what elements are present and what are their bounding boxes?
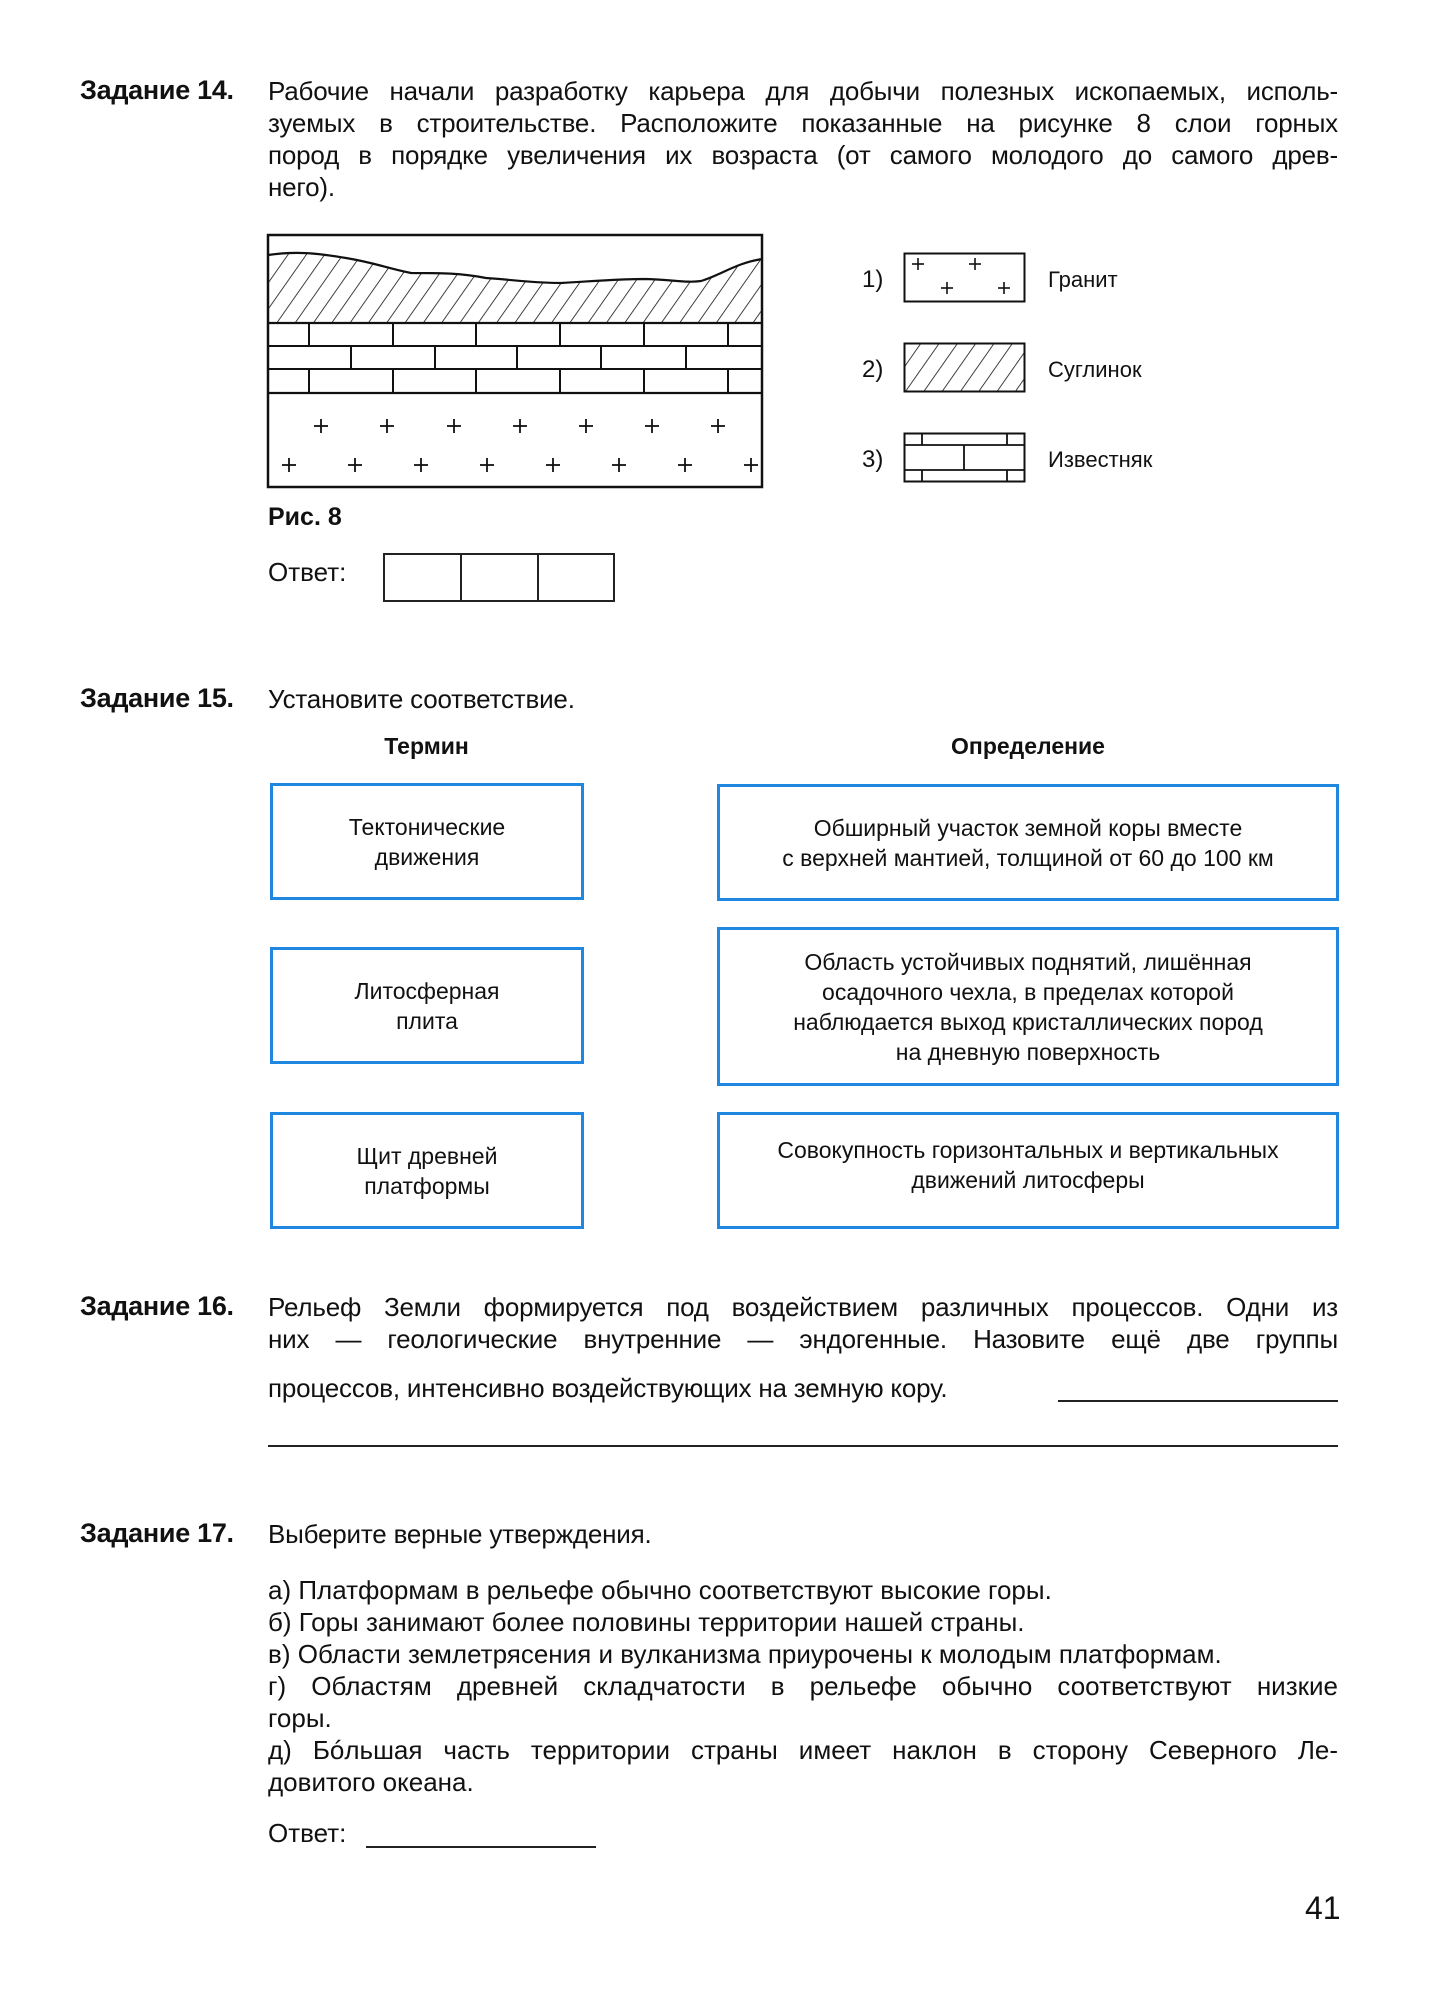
- statement-letter: в): [268, 1639, 291, 1669]
- statement-text: Бóльшая часть территории страны имеет наклон в сторону Северного Ле-: [312, 1735, 1338, 1765]
- granite-pattern-icon: [903, 252, 1027, 304]
- legend-label-limestone: Известняк: [1048, 447, 1153, 472]
- task16-label: Задание 16.: [80, 1291, 234, 1321]
- task17-answer-label: Ответ:: [268, 1818, 347, 1848]
- task17-label: Задание 17.: [80, 1518, 234, 1548]
- definition-text: Область устойчивых поднятий, лишённая: [804, 948, 1252, 975]
- statement-text: Платформам в рельефе обычно соответствуют высокие горы.: [298, 1575, 1052, 1605]
- term-box[interactable]: [270, 947, 584, 1064]
- statement-text: Области землетрясения и вулканизма приурочены к молодым платформам.: [297, 1639, 1222, 1669]
- task14-line: пород в порядке увеличения их возраста (от самого молодого до самого древ-: [268, 140, 1338, 170]
- legend-number: 2): [862, 356, 884, 383]
- statement-text: Областям древней складчатости в рельефе обычно соответствуют низкие: [311, 1671, 1338, 1701]
- definition-text: на дневную поверхность: [895, 1038, 1161, 1065]
- rock-layers-figure: [266, 233, 764, 489]
- task16-answer-line-2[interactable]: [268, 1445, 1338, 1447]
- term-text: движения: [374, 843, 480, 870]
- task15-prompt: Установите соответствие.: [268, 684, 575, 714]
- answer-cell-1[interactable]: [383, 553, 462, 602]
- task17-answer-line[interactable]: [366, 1846, 596, 1848]
- statement-letter: б): [268, 1607, 292, 1637]
- definition-box[interactable]: [717, 927, 1339, 1086]
- definition-text: с верхней мантией, толщиной от 60 до 100 км: [782, 844, 1274, 871]
- task14-label: Задание 14.: [80, 75, 234, 105]
- term-text: платформы: [364, 1172, 490, 1199]
- legend-number: 3): [862, 446, 884, 473]
- definition-box[interactable]: [717, 1112, 1339, 1229]
- statement-d-cont: довитого океана.: [268, 1767, 474, 1797]
- statement-a: [268, 1574, 1338, 1606]
- page-number: 41: [1305, 1890, 1341, 1926]
- task16-answer-line-1[interactable]: [1058, 1400, 1338, 1402]
- column-header-term: Термин: [384, 733, 469, 759]
- legend-label-granite: Гранит: [1048, 267, 1118, 292]
- statement-text: Горы занимают более половины территории нашей страны.: [298, 1607, 1025, 1637]
- term-box[interactable]: [270, 783, 584, 900]
- statement-letter: а): [268, 1575, 292, 1605]
- task16-line: процессов, интенсивно воздействующих на земную кору.: [268, 1373, 948, 1403]
- term-text: плита: [396, 1007, 458, 1034]
- legend-number: 1): [862, 266, 884, 293]
- definition-text: движений литосферы: [911, 1167, 1145, 1193]
- limestone-pattern-icon: [903, 432, 1027, 484]
- task17-prompt: Выберите верные утверждения.: [268, 1519, 652, 1549]
- column-header-definition: Определение: [951, 733, 1105, 759]
- definition-text: наблюдается выход кристаллических пород: [793, 1008, 1263, 1035]
- task14-answer-label: Ответ:: [268, 557, 347, 587]
- task16-line: Рельеф Земли формируется под воздействием различных процессов. Одни из: [268, 1292, 1338, 1322]
- task16-text: [268, 1291, 1338, 1355]
- term-text: Щит древней: [356, 1142, 498, 1169]
- figure-caption: Рис. 8: [268, 503, 342, 531]
- statement-letter: г): [268, 1671, 287, 1701]
- term-text: Литосферная: [354, 977, 500, 1004]
- definition-box[interactable]: [717, 784, 1339, 901]
- definition-text: Совокупность горизонтальных и вертикальных: [777, 1137, 1279, 1163]
- statement-b: [268, 1606, 1338, 1638]
- statement-g: [268, 1670, 1338, 1702]
- statement-d: [268, 1734, 1338, 1766]
- answer-cell-3[interactable]: [537, 553, 615, 602]
- task14-line: зуемых в строительстве. Расположите показанные на рисунке 8 слои горных: [268, 108, 1338, 138]
- task14-text: [268, 75, 1338, 203]
- loam-pattern-icon: [903, 342, 1027, 394]
- statement-v: [268, 1638, 1338, 1670]
- answer-cell-2[interactable]: [460, 553, 539, 602]
- term-text: Тектонические: [348, 813, 506, 840]
- task15-label: Задание 15.: [80, 683, 234, 713]
- term-box[interactable]: [270, 1112, 584, 1229]
- definition-text: Обширный участок земной коры вместе: [813, 814, 1243, 841]
- definition-text: осадочного чехла, в пределах которой: [822, 978, 1234, 1005]
- task14-line: Рабочие начали разработку карьера для добычи полезных ископаемых, исполь-: [268, 76, 1338, 106]
- statement-letter: д): [268, 1735, 292, 1765]
- task16-line: них — геологические внутренние — эндогенные. Назовите ещё две группы: [268, 1324, 1338, 1354]
- statement-g-cont: горы.: [268, 1703, 332, 1733]
- legend-label-loam: Суглинок: [1048, 357, 1142, 382]
- task14-line: него).: [268, 172, 335, 202]
